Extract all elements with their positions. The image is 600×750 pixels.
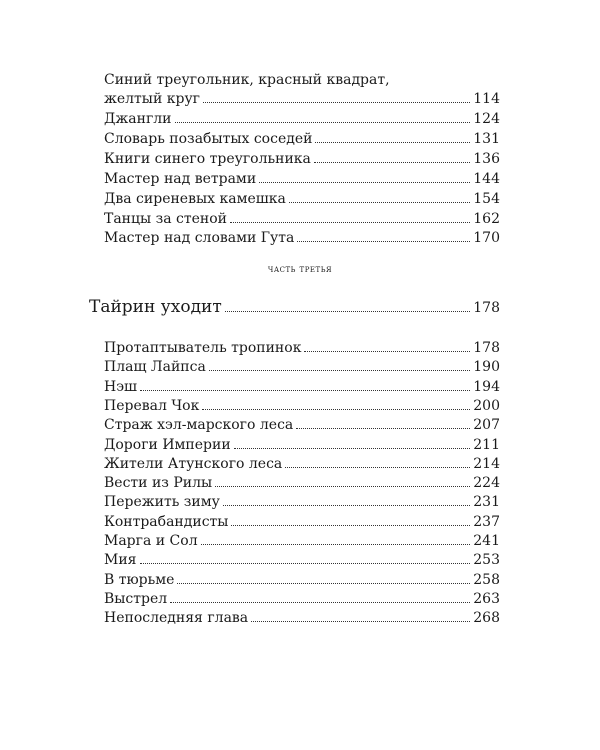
toc-entry <box>104 416 500 434</box>
dot-leader <box>304 351 470 352</box>
toc-entry-title: Протаптыватель тропинок <box>104 340 302 356</box>
toc-entry-page: 241 <box>473 533 500 549</box>
dot-leader <box>259 182 470 183</box>
toc-entry-title: Марга и Сол <box>104 533 198 549</box>
toc-entry-page: 194 <box>473 379 500 395</box>
dot-leader <box>177 583 470 584</box>
toc-entry-page: 200 <box>473 398 500 414</box>
toc-entry <box>104 190 500 208</box>
dot-leader <box>234 448 471 449</box>
toc-entry-page: 162 <box>473 211 500 227</box>
toc-entry-title: Нэш <box>104 379 138 395</box>
toc-entry <box>104 532 500 550</box>
toc-entry <box>104 229 500 247</box>
toc-entry-title: Мастер над словами Гута <box>104 230 295 246</box>
toc-entry-title: Словарь позабытых соседей <box>104 131 313 147</box>
toc-entry-page: 190 <box>473 359 500 375</box>
toc-entry-title: Плащ Лайпса <box>104 359 206 375</box>
dot-leader <box>140 563 471 564</box>
toc-entry-page: 214 <box>473 456 500 472</box>
toc-entry-page: 253 <box>473 552 500 568</box>
toc-entry-title: Дороги Империи <box>104 437 231 453</box>
dot-leader <box>175 122 471 123</box>
dot-leader <box>314 162 470 163</box>
dot-leader <box>289 202 470 203</box>
main-chapter-entry <box>89 296 500 319</box>
toc-entry <box>104 170 500 188</box>
dot-leader <box>297 241 470 242</box>
toc-entry-title: Страж хэл-марского леса <box>104 417 294 433</box>
toc-entry <box>104 609 500 627</box>
dot-leader <box>223 505 470 506</box>
toc-entry <box>104 474 500 492</box>
toc-entry-page: 178 <box>473 340 500 356</box>
toc-entry-title-first-line: Синий треугольник, красный квадрат, <box>104 72 390 88</box>
toc-entry-title: Книги синего треугольника <box>104 151 311 167</box>
toc-entry-page: 268 <box>473 610 500 626</box>
toc-entry-title: Перевал Чок <box>104 398 200 414</box>
toc-entry-page: 237 <box>473 514 500 530</box>
toc-entry-title: Выстрел <box>104 591 168 607</box>
toc-entry <box>104 455 500 473</box>
toc-entry <box>104 551 500 569</box>
dot-leader <box>170 602 470 603</box>
dot-leader <box>203 102 470 103</box>
toc-entry-title: Пережить зиму <box>104 494 220 510</box>
toc-entry-page: 114 <box>473 91 500 107</box>
toc-entry <box>104 378 500 396</box>
toc-entry <box>104 110 500 128</box>
toc-entry <box>104 339 500 357</box>
toc-entry <box>104 150 500 168</box>
toc-entry-title: Два сиреневых камешка <box>104 191 286 207</box>
toc-entry-page: 170 <box>473 230 500 246</box>
toc-entry <box>104 571 500 589</box>
toc-entry <box>104 130 500 148</box>
toc-entry-page: 211 <box>473 437 500 453</box>
toc-entry-title: Жители Атунского леса <box>104 456 283 472</box>
toc-entry-title: Непоследняя глава <box>104 610 249 626</box>
toc-entry-title: Джангли <box>104 111 172 127</box>
toc-entry-title: Вести из Рилы <box>104 475 213 491</box>
dot-leader <box>225 311 470 312</box>
toc-entry-page: 207 <box>473 417 500 433</box>
main-chapter-title: Тайрин уходит <box>89 297 222 317</box>
dot-leader <box>251 621 470 622</box>
dot-leader <box>215 486 470 487</box>
dot-leader <box>231 525 470 526</box>
toc-entry-page: 224 <box>473 475 500 491</box>
dot-leader <box>202 409 470 410</box>
main-chapter-page: 178 <box>473 300 500 316</box>
toc-entry-page: 154 <box>473 191 500 207</box>
toc-entry <box>104 397 500 415</box>
toc-entry <box>104 210 500 228</box>
dot-leader <box>201 544 471 545</box>
toc-entry-title: желтый круг <box>104 91 201 107</box>
dot-leader <box>230 222 470 223</box>
toc-entry <box>104 590 500 608</box>
dot-leader <box>285 467 470 468</box>
toc-entry-page: 144 <box>473 171 500 187</box>
toc-entry-title: В тюрьме <box>104 572 175 588</box>
dot-leader <box>209 370 470 371</box>
toc-entry <box>104 90 500 108</box>
toc-entry-title: Танцы за стеной <box>104 211 228 227</box>
toc-entry <box>104 436 500 454</box>
toc-entry <box>104 358 500 376</box>
toc-entry-page: 263 <box>473 591 500 607</box>
toc-entry-page: 258 <box>473 572 500 588</box>
toc-entry <box>104 493 500 511</box>
toc-entry-title: Мастер над ветрами <box>104 171 257 187</box>
toc-entry-page: 231 <box>473 494 500 510</box>
toc-entry-title: Контрабандисты <box>104 514 229 530</box>
part-heading: часть третья <box>267 264 333 275</box>
toc-entry-page: 124 <box>473 111 500 127</box>
dot-leader <box>296 428 470 429</box>
toc-entry-page: 136 <box>473 151 500 167</box>
toc-entry-page: 131 <box>473 131 500 147</box>
dot-leader <box>140 390 470 391</box>
toc-entry <box>104 513 500 531</box>
dot-leader <box>315 142 470 143</box>
toc-entry-title: Мия <box>104 552 137 568</box>
